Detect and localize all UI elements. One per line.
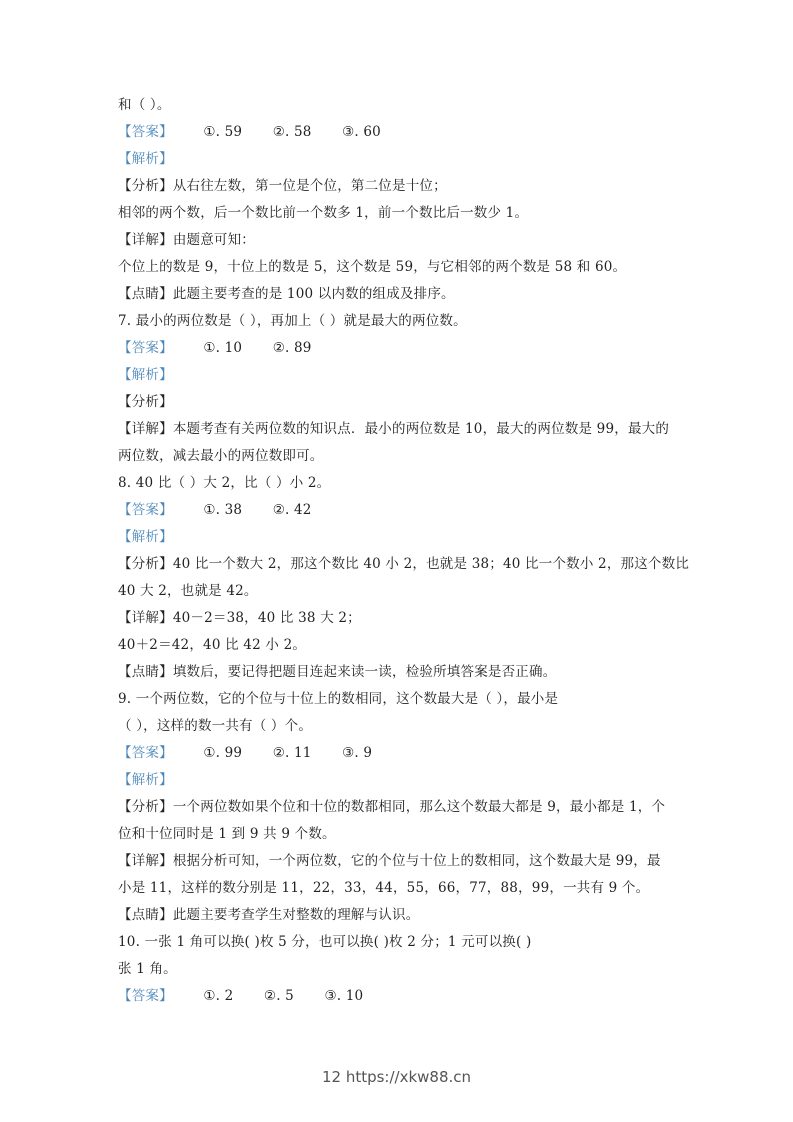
page-footer: 12 https://xkw88.cn <box>321 1068 472 1086</box>
xiangjie-text: 由题意可知： <box>172 232 256 248</box>
q8-fenxi <box>118 551 690 578</box>
answer-item: ③. 10 <box>324 988 364 1004</box>
xiangjie-text: 根据分析可知，一个两位数，它的个位与十位上的数相同，这个数最大是 99，最 <box>172 853 661 869</box>
q6-xiangjie <box>118 227 678 254</box>
q8-question: 8. 40 比（ ）大 2，比（ ）小 2。 <box>118 475 331 491</box>
fenxi-label: 【分析】 <box>118 178 173 194</box>
xiangjie-label: 【详解】 <box>118 232 173 248</box>
fenxi-text: 一个两位数如果个位和十位的数都相同，那么这个数最大都是 9，最小都是 1，个 <box>172 799 666 815</box>
q9-dianjing <box>118 902 678 929</box>
xiangjie-text: 40－2＝38，40 比 38 大 2； <box>172 610 361 626</box>
answer-label: 【答案】 <box>118 340 173 356</box>
xiangjie-label: 【详解】 <box>118 610 173 626</box>
fenxi-text: 从右往左数，第一位是个位，第二位是十位； <box>172 178 447 194</box>
q8-dianjing <box>118 659 678 686</box>
jiexi-label: 【解析】 <box>118 367 173 383</box>
q6-answer-row <box>118 119 678 146</box>
q8-answer-row <box>118 497 678 524</box>
jiexi-label: 【解析】 <box>118 772 173 788</box>
q10-question: 10. 一张 1 角可以换( )枚 5 分，也可以换( )枚 2 分；1 元可以换( ) <box>118 934 532 950</box>
q7-xiangjie-continued: 两位数，减去最小的两位数即可。 <box>118 448 324 464</box>
answer-item: ①. 10 <box>203 340 243 356</box>
q6-fenxi <box>118 173 678 200</box>
q6-question-tail: 和（ ）。 <box>118 97 171 113</box>
q9-question: 9. 一个两位数，它的个位与十位上的数相同，这个数最大是（ ），最小是 <box>118 691 559 707</box>
answer-item: ②. 42 <box>272 502 312 518</box>
q6-fenxi-continued: 相邻的两个数，后一个数比前一个数多 1，前一个数比后一数少 1。 <box>118 205 529 221</box>
q8-xiangjie <box>118 605 678 632</box>
q7-xiangjie <box>118 416 678 443</box>
answer-item: ②. 58 <box>272 124 312 140</box>
q8-fenxi-continued: 40 大 2，也就是 42。 <box>118 583 258 599</box>
jiexi-label: 【解析】 <box>118 529 173 545</box>
dianjing-label: 【点睛】 <box>118 664 173 680</box>
answer-item: ①. 59 <box>203 124 243 140</box>
q9-answer-row <box>118 740 678 767</box>
q9-question-continued: （ ），这样的数一共有（ ）个。 <box>118 718 313 734</box>
fenxi-label: 【分析】 <box>118 394 173 410</box>
q8-xiangjie-continued: 40＋2＝42，40 比 42 小 2。 <box>118 637 307 653</box>
jiexi-label: 【解析】 <box>118 151 173 167</box>
dianjing-label: 【点睛】 <box>118 286 173 302</box>
answer-label: 【答案】 <box>118 988 173 1004</box>
fenxi-label: 【分析】 <box>118 799 173 815</box>
q10-question-continued: 张 1 角。 <box>118 961 177 977</box>
answer-item: ③. 60 <box>342 124 381 140</box>
q10-answer-row <box>118 983 678 1010</box>
q7-fenxi <box>118 389 678 416</box>
answer-label: 【答案】 <box>118 124 173 140</box>
q9-fenxi-continued: 位和十位同时是 1 到 9 共 9 个数。 <box>118 826 336 842</box>
xiangjie-text: 本题考查有关两位数的知识点．最小的两位数是 10，最大的两位数是 99，最大的 <box>172 421 670 437</box>
answer-item: ②. 89 <box>272 340 312 356</box>
q9-xiangjie-continued: 小是 11，这样的数分别是 11，22，33，44，55，66，77，88，99，一共有 9 个。 <box>118 880 650 896</box>
fenxi-text: 40 比一个数大 2，那这个数比 40 小 2，也就是 38；40 比一个数小 2，那这个数比 <box>172 556 690 572</box>
dianjing-label: 【点睛】 <box>118 907 173 923</box>
answer-item: ②. 5 <box>263 988 294 1004</box>
document-page <box>118 92 690 1010</box>
xiangjie-label: 【详解】 <box>118 421 173 437</box>
dianjing-text: 此题主要考查学生对整数的理解与认识。 <box>172 907 420 923</box>
q9-xiangjie <box>118 848 678 875</box>
answer-item: ①. 38 <box>203 502 243 518</box>
q7-answer-row <box>118 335 678 362</box>
answer-item: ①. 2 <box>203 988 234 1004</box>
q9-fenxi <box>118 794 678 821</box>
answer-item: ③. 9 <box>342 745 373 761</box>
q7-question: 7. 最小的两位数是（ ），再加上（ ）就是最大的两位数。 <box>118 313 467 329</box>
answer-item: ①. 99 <box>203 745 243 761</box>
answer-item: ②. 11 <box>272 745 312 761</box>
dianjing-text: 此题主要考查的是 100 以内数的组成及排序。 <box>172 286 455 302</box>
answer-label: 【答案】 <box>118 745 173 761</box>
fenxi-label: 【分析】 <box>118 556 173 572</box>
xiangjie-label: 【详解】 <box>118 853 173 869</box>
dianjing-text: 填数后，要记得把题目连起来读一读，检验所填答案是否正确。 <box>172 664 557 680</box>
q6-dianjing <box>118 281 678 308</box>
q6-xiangjie-continued: 个位上的数是 9，十位上的数是 5，这个数是 59，与它相邻的两个数是 58 和 60。 <box>118 259 627 275</box>
answer-label: 【答案】 <box>118 502 173 518</box>
